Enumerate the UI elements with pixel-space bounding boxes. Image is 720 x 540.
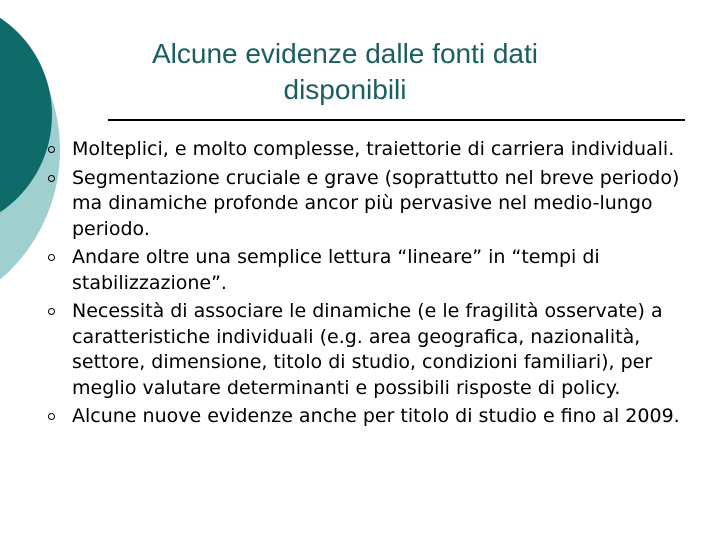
bullet-text: Segmentazione cruciale e grave (soprattutto nel breve periodo) ma dinamiche profonde ancor più pervasive nel medio-lungo periodo. (72, 166, 680, 240)
bullet-text: Necessità di associare le dinamiche (e le fragilità osservate) a caratteristiche individuali (e.g. area geografica, nazionalità, settore, dimensione, titolo di studio, condizioni familiari), per meglio valutare determinanti e possibili risposte di policy. (72, 300, 663, 399)
bullet-item (48, 166, 688, 243)
hollow-circle-icon (48, 175, 55, 182)
bullet-text: Molteplici, e molto complesse, traiettorie di carriera individuali. (72, 138, 675, 160)
slide-title: Alcune evidenze dalle fonti dati disponibili (151, 38, 539, 105)
hollow-circle-icon (48, 254, 55, 261)
hollow-circle-icon (48, 413, 55, 420)
bullet-item (48, 245, 688, 296)
bullet-text: Alcune nuove evidenze anche per titolo di studio e fino al 2009. (72, 405, 680, 427)
bullet-item (48, 404, 688, 430)
bullet-list (48, 137, 688, 433)
bullet-item (48, 299, 688, 401)
hollow-circle-icon (48, 146, 55, 153)
bullet-text: Andare oltre una semplice lettura “lineare” in “tempi di stabilizzazione”. (72, 246, 600, 294)
hollow-circle-icon (48, 308, 55, 315)
title-underline (108, 119, 685, 121)
bullet-item (48, 137, 688, 163)
